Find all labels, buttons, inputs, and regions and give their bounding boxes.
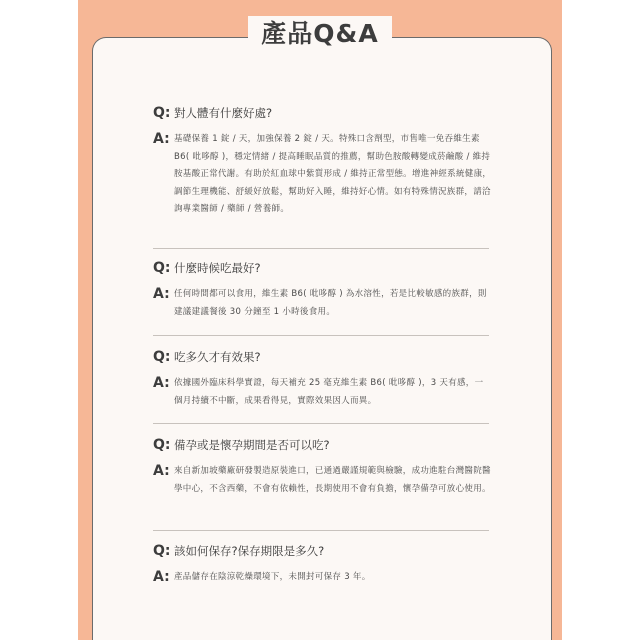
answer-text: 來自新加坡藥廠研發製造原裝進口，已通過嚴謹規範與檢驗，成功進駐台灣醫院醫學中心，不含西藥，不會有依賴性，長期使用不會有負擔，懷孕備孕可放心使用。 <box>174 466 491 494</box>
question-mark-label: Q: <box>153 260 171 276</box>
question-mark-label: Q: <box>153 437 171 453</box>
divider <box>153 530 489 531</box>
question-mark-label: Q: <box>153 543 171 559</box>
question-row <box>153 540 503 562</box>
divider <box>153 248 489 249</box>
qa-item-5 <box>153 540 503 587</box>
answer-text: 產品儲存在陰涼乾燥環境下，未開封可保存 3 年。 <box>174 572 371 582</box>
question-text: 什麼時候吃最好? <box>174 261 261 275</box>
question-mark-label: Q: <box>153 349 171 365</box>
answer-row <box>153 375 503 410</box>
answer-row <box>153 463 503 498</box>
answer-row <box>153 286 503 321</box>
qa-item-3 <box>153 346 503 410</box>
answer-text: 任何時間都可以食用，維生素 B6( 吡哆醇 ) 為水溶性，若是比較敏感的族群，則建議建議餐後 30 分鐘至 1 小時後食用。 <box>174 289 487 317</box>
answer-text: 基礎保養 1 錠 / 天，加強保養 2 錠 / 天。特殊口含劑型，市售唯一免吞維生素 B6( 吡哆醇 )，穩定情緒 / 提高睡眠品質的推薦，幫助色胺酸轉變成菸鹼酸 / 維持胺基酸正常代謝。有助於紅血球中紫質形成 / 維持正常型態。增進神經系統健康，調節生理機能、舒緩好放鬆，幫助好入睡，維持好心情。如有特殊情況族群，請洽詢專業醫師 / 藥師 / 營養師。 <box>174 134 492 214</box>
answer-row <box>153 569 503 587</box>
question-text: 對人體有什麼好處? <box>174 106 273 120</box>
question-row <box>153 102 503 124</box>
answer-text: 依據國外臨床科學實證，每天補充 25 毫克維生素 B6( 吡哆醇 )，3 天有感，一個月持續不中斷，成果看得見，實際效果因人而異。 <box>174 378 484 406</box>
question-text: 該如何保存?保存期限是多久? <box>174 544 325 558</box>
question-text: 吃多久才有效果? <box>174 350 261 364</box>
answer-mark-label: A: <box>153 569 170 585</box>
question-row <box>153 257 503 279</box>
answer-mark-label: A: <box>153 131 170 147</box>
divider <box>153 335 489 336</box>
answer-mark-label: A: <box>153 463 170 479</box>
qa-item-4 <box>153 434 503 498</box>
page-title: 產品Q&A <box>261 19 379 48</box>
answer-mark-label: A: <box>153 286 170 302</box>
divider <box>153 423 489 424</box>
question-row <box>153 434 503 456</box>
answer-row <box>153 131 503 219</box>
qa-item-1 <box>153 102 503 219</box>
qa-item-2 <box>153 257 503 321</box>
question-row <box>153 346 503 368</box>
question-mark-label: Q: <box>153 105 171 121</box>
answer-mark-label: A: <box>153 375 170 391</box>
question-text: 備孕或是懷孕期間是否可以吃? <box>174 438 330 452</box>
